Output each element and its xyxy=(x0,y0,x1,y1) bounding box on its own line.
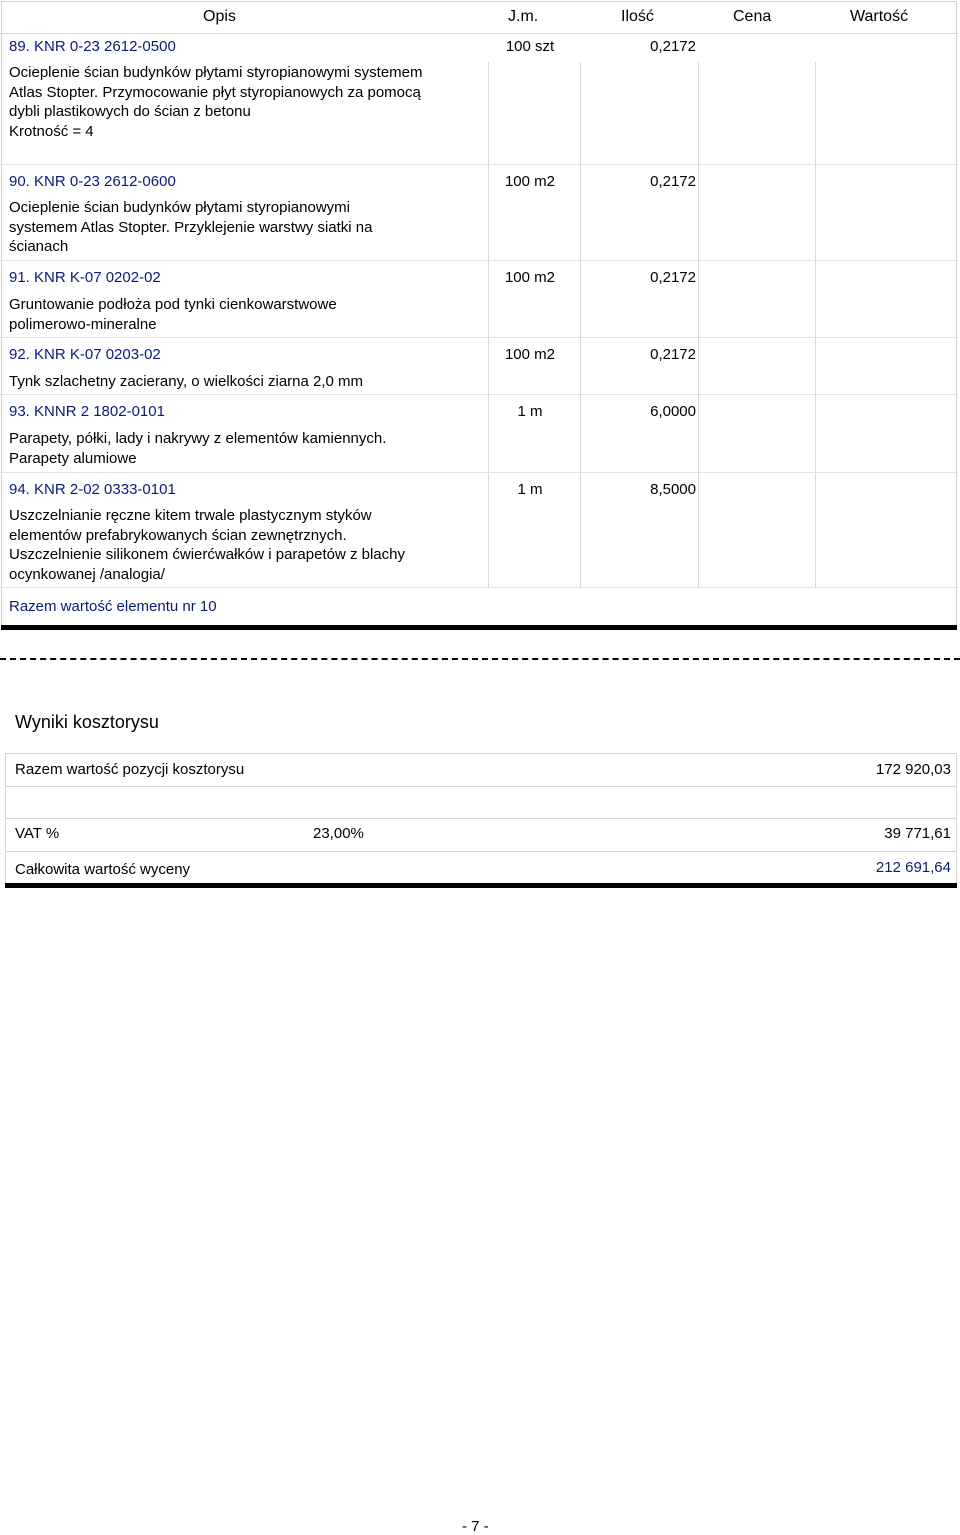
item-quantity: 6,0000 xyxy=(650,403,696,420)
item-code: 89. KNR 0-23 2612-0500 xyxy=(9,38,176,55)
item-description: Uszczelnianie ręczne kitem trwale plastycznym styków elementów prefabrykowanych ścian zewnętrznych. Uszczelnienie silikonem ćwierćwałków i parapetów z blachy ocynkowanej /analogia/ xyxy=(9,507,405,583)
results-title: Wyniki kosztorysu xyxy=(15,712,159,732)
item-description: Ocieplenie ścian budynków płytami styropianowymi systemem Atlas Stopter. Przyklejenie warstwy siatki na ścianach xyxy=(9,199,373,256)
item-code: 94. KNR 2-02 0333-0101 xyxy=(9,481,176,498)
row-divider xyxy=(0,472,958,473)
row-divider xyxy=(0,164,958,165)
item-unit: 1 m xyxy=(517,403,543,420)
sum-value: 172 920,03 xyxy=(875,761,951,778)
item-description: Tynk szlachetny zacierany, o wielkości ziarna 2,0 mm xyxy=(9,373,364,390)
row-divider xyxy=(0,337,958,338)
element-total-label: Razem wartość elementu nr 10 xyxy=(9,598,217,615)
item-code: 93. KNNR 2 1802-0101 xyxy=(9,403,165,420)
column-divider xyxy=(488,62,489,587)
vat-rate: 23,00% xyxy=(313,825,364,842)
row-divider xyxy=(5,818,957,819)
vat-value: 39 771,61 xyxy=(884,825,951,842)
item-unit: 100 m2 xyxy=(504,269,556,286)
vat-label: VAT % xyxy=(15,825,60,842)
item-quantity: 0,2172 xyxy=(650,173,696,190)
item-unit: 100 m2 xyxy=(504,173,556,190)
header-opis: Opis xyxy=(203,8,236,25)
item-unit: 1 m xyxy=(517,481,543,498)
header-jm: J.m. xyxy=(508,8,539,25)
item-quantity: 0,2172 xyxy=(650,38,696,55)
sum-label: Razem wartość pozycji kosztorysu xyxy=(15,761,245,778)
item-code: 92. KNR K-07 0203-02 xyxy=(9,346,161,363)
header-ilosc: Ilość xyxy=(621,8,654,25)
item-description: Ocieplenie ścian budynków płytami styropianowymi systemem Atlas Stopter. Przymocowanie płyt styropianowych za pomocą dybli plastikowych do ścian z betonu Krotność = 4 xyxy=(9,64,423,140)
total-label: Całkowita wartość wyceny xyxy=(15,861,191,878)
item-quantity: 8,5000 xyxy=(650,481,696,498)
item-code: 90. KNR 0-23 2612-0600 xyxy=(9,173,176,190)
column-divider xyxy=(815,62,816,587)
item-unit: 100 m2 xyxy=(504,346,556,363)
row-divider xyxy=(0,260,958,261)
row-divider xyxy=(0,587,958,588)
page-number: - 7 - xyxy=(462,1518,489,1535)
results-bottom-rule xyxy=(5,883,957,888)
dashed-separator xyxy=(0,658,960,660)
column-divider xyxy=(698,62,699,587)
item-quantity: 0,2172 xyxy=(650,346,696,363)
row-divider xyxy=(5,786,957,787)
header-wartosc: Wartość xyxy=(850,8,909,25)
table-bottom-rule xyxy=(1,625,957,630)
column-divider xyxy=(580,62,581,587)
total-value: 212 691,64 xyxy=(875,859,951,876)
item-code: 91. KNR K-07 0202-02 xyxy=(9,269,161,286)
table-header xyxy=(0,0,958,34)
header-cena: Cena xyxy=(733,8,772,25)
item-quantity: 0,2172 xyxy=(650,269,696,286)
item-description: Parapety, półki, lady i nakrywy z elementów kamiennych. Parapety alumiowe xyxy=(9,430,387,467)
row-divider xyxy=(0,394,958,395)
row-divider xyxy=(5,851,957,852)
item-description: Gruntowanie podłoża pod tynki cienkowarstwowe polimerowo-mineralne xyxy=(9,296,337,333)
item-unit: 100 szt xyxy=(505,38,555,55)
